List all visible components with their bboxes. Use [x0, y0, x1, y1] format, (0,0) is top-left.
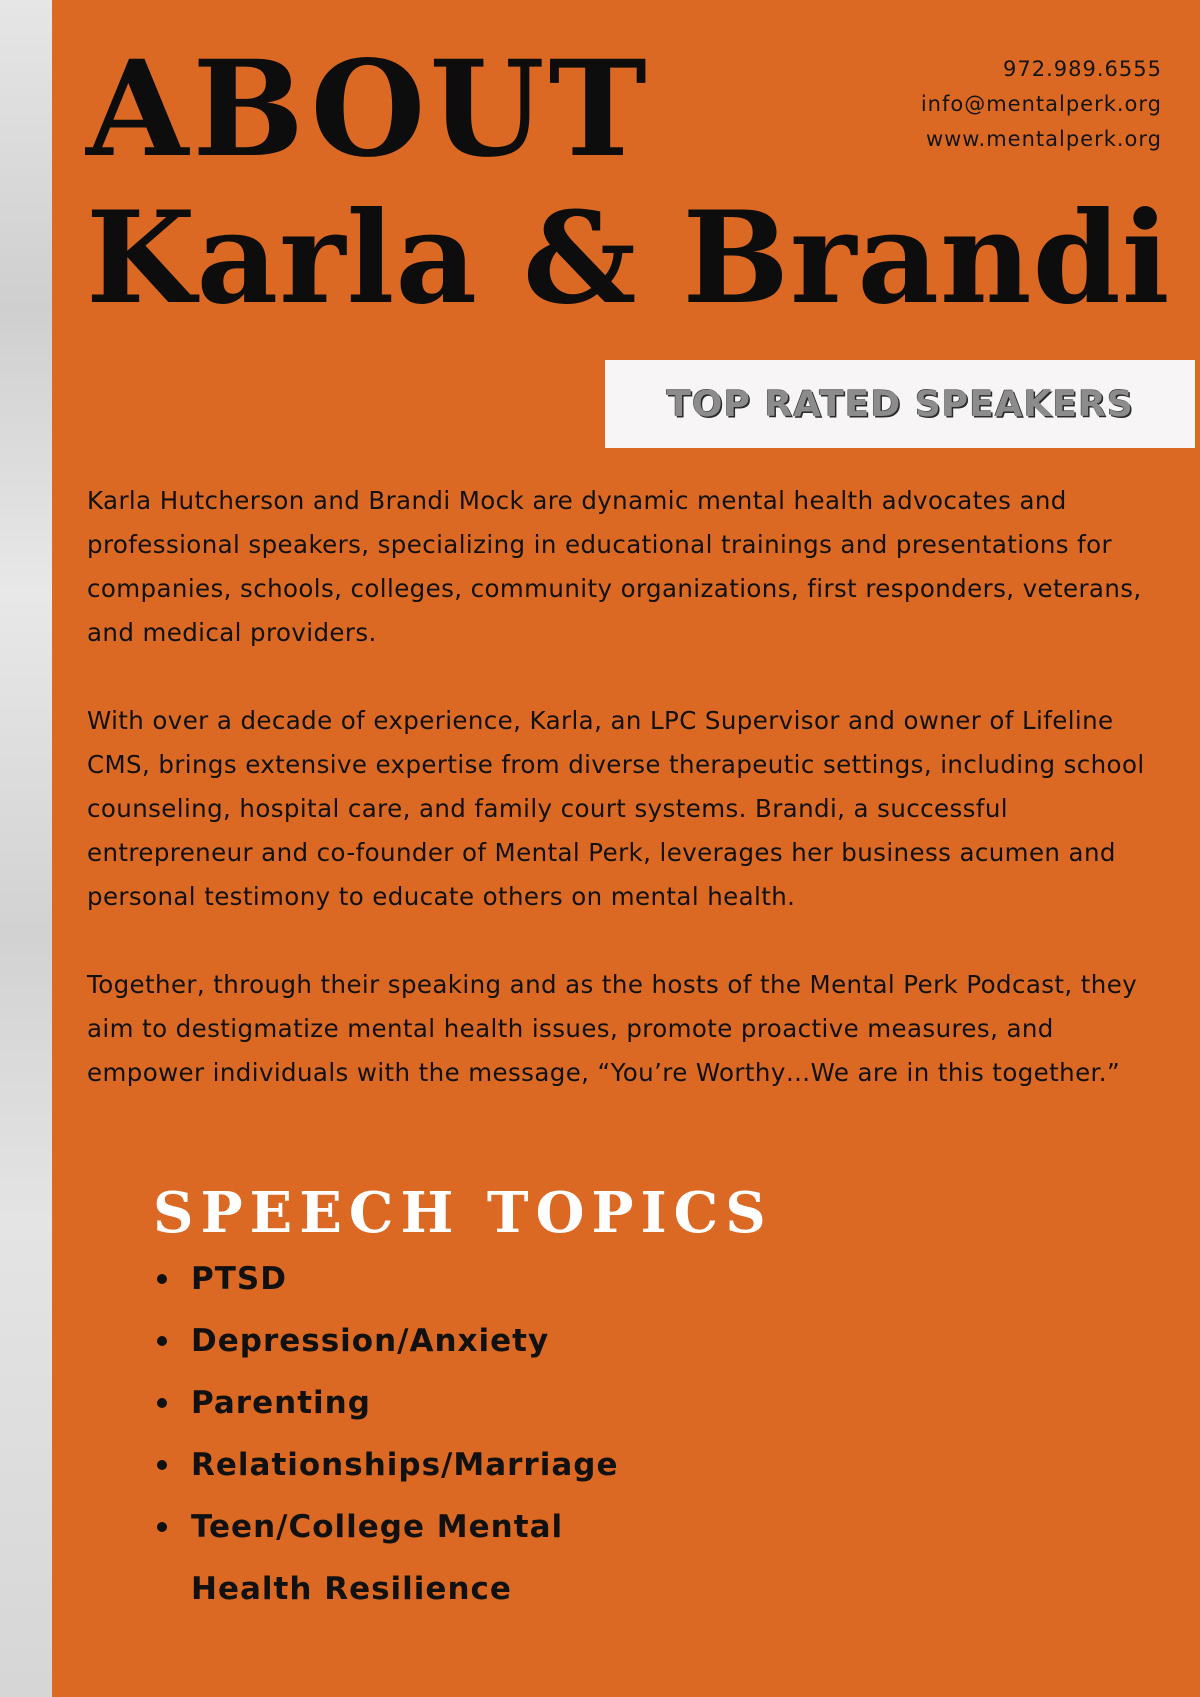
- speech-topics-heading: SPEECH TOPICS: [153, 1180, 773, 1246]
- bio-paragraph: Karla Hutcherson and Brandi Mock are dynamic mental health advocates and professional speakers, specializing in educational trainings and presentations for companies, schools, colleges, community organizations, first responders, veterans, and medical providers.: [87, 486, 1142, 647]
- top-rated-badge-label: TOP RATED SPEAKERS: [666, 383, 1134, 425]
- topic-label: Relationships/Marriage: [191, 1447, 619, 1483]
- list-item: [153, 1248, 673, 1310]
- topic-label: Depression/Anxiety: [191, 1323, 550, 1359]
- bullet-icon: [157, 1460, 167, 1470]
- bio-paragraph: With over a decade of experience, Karla, an LPC Supervisor and owner of Lifeline CMS, brings extensive expertise from diverse therapeutic settings, including school counseling, hospital care, and family court systems. Brandi, a successful entrepreneur and co-founder of Mental Perk, leverages her business acumen and personal testimony to educate others on mental health.: [87, 706, 1145, 911]
- bullet-icon: [157, 1274, 167, 1284]
- list-item: [153, 1372, 673, 1434]
- topic-label: PTSD: [191, 1261, 287, 1297]
- contact-website: www.mentalperk.org: [925, 127, 1162, 151]
- contact-info: [921, 52, 1162, 157]
- list-item: [153, 1434, 673, 1496]
- top-rated-badge: [605, 360, 1195, 448]
- page-title-line-2: Karla & Brandi: [86, 184, 1171, 332]
- topic-label: Teen/College Mental Health Resilience: [191, 1509, 564, 1607]
- bullet-icon: [157, 1336, 167, 1346]
- background-photo-strip: [0, 0, 52, 1697]
- bullet-icon: [157, 1522, 167, 1532]
- bio-section: [87, 479, 1177, 1139]
- list-item: [153, 1496, 673, 1620]
- page-title-line-1: ABOUT: [86, 32, 651, 187]
- bio-paragraph: Together, through their speaking and as the hosts of the Mental Perk Podcast, they aim to destigmatize mental health issues, promote proactive measures, and empower individuals with the message, “You’re Worthy…We are in this together.”: [87, 970, 1138, 1087]
- contact-email: info@mentalperk.org: [920, 92, 1162, 116]
- bullet-icon: [157, 1398, 167, 1408]
- topic-label: Parenting: [191, 1385, 371, 1421]
- list-item: [153, 1310, 673, 1372]
- contact-phone: 972.989.6555: [1003, 57, 1162, 81]
- speech-topics-list: [153, 1248, 673, 1620]
